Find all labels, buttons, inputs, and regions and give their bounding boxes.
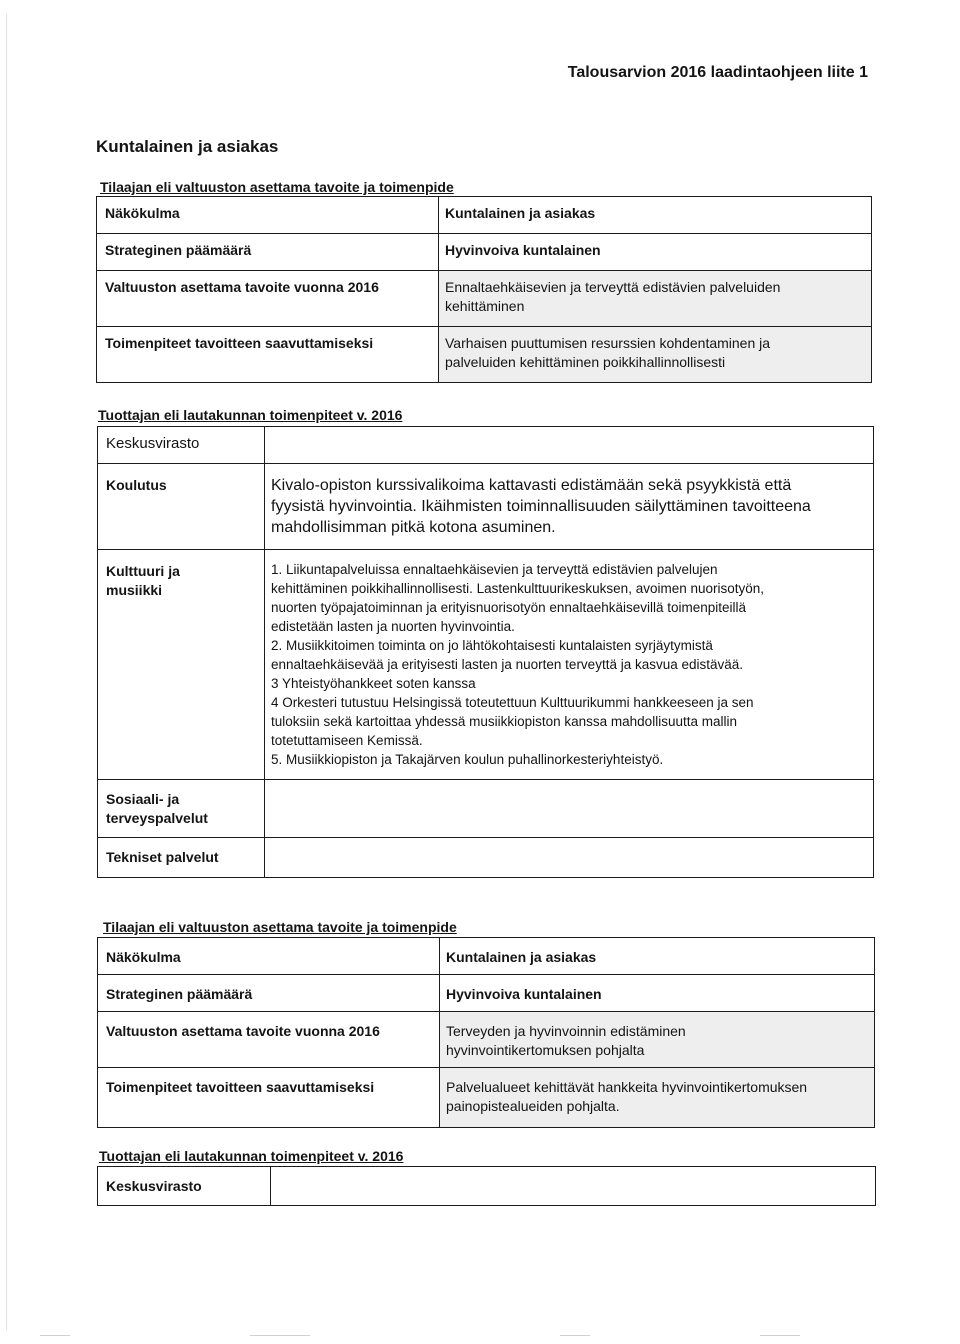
table-row <box>98 780 874 838</box>
table-row <box>98 1012 875 1068</box>
table-row <box>97 197 872 234</box>
table-row <box>98 427 874 464</box>
goal-2-value-perspective: Kuntalainen ja asiakas <box>440 938 875 975</box>
document-header: Talousarvion 2016 laadintaohjeen liite 1 <box>567 64 868 81</box>
goal-2-label-actions: Toimenpiteet tavoitteen saavuttamiseksi <box>98 1068 440 1128</box>
goal-table-2-caption: Tilaajan eli valtuuston asettama tavoite ja toimenpide <box>103 919 457 935</box>
producer-1-header-empty <box>265 427 874 464</box>
scan-mark <box>560 1335 590 1336</box>
goal-1-value-strategic: Hyvinvoiva kuntalainen <box>439 234 872 271</box>
goal-2-label-perspective: Näkökulma <box>98 938 440 975</box>
table-row <box>98 938 875 975</box>
goal-table-1 <box>96 196 872 383</box>
goal-2-value-target: Terveyden ja hyvinvoinnin edistäminen hyvinvointikertomuksen pohjalta <box>440 1012 875 1068</box>
table-row <box>98 838 874 878</box>
goal-1-value-target: Ennaltaehkäisevien ja terveyttä edistävien palveluiden kehittäminen <box>439 271 872 327</box>
goal-1-value-actions: Varhaisen puuttumisen resurssien kohdentaminen ja palveluiden kehittäminen poikkihallinnollisesti <box>439 327 872 383</box>
producer-1-label-technical: Tekniset palvelut <box>98 838 265 878</box>
table-row <box>97 327 872 383</box>
goal-table-1-caption: Tilaajan eli valtuuston asettama tavoite ja toimenpide <box>100 179 454 195</box>
scan-mark <box>250 1335 310 1336</box>
goal-2-label-target: Valtuuston asettama tavoite vuonna 2016 <box>98 1012 440 1068</box>
table-row <box>97 271 872 327</box>
section-title: Kuntalainen ja asiakas <box>96 137 279 156</box>
table-row <box>98 1167 876 1206</box>
producer-1-value-education: Kivalo-opiston kurssivalikoima kattavasti edistämään sekä psyykkistä että fyysistä hyvinvointia. Ikäihmisten toiminnallisuuden säilyttäminen tavoitteena mahdollisimman pitkä kotona asuminen. <box>265 464 874 550</box>
producer-table-2 <box>97 1166 876 1206</box>
producer-2-label-keskusvirasto: Keskusvirasto <box>98 1167 271 1206</box>
producer-table-2-caption: Tuottajan eli lautakunnan toimenpiteet v. 2016 <box>99 1148 404 1164</box>
goal-1-label-strategic: Strateginen päämäärä <box>97 234 439 271</box>
goal-1-label-perspective: Näkökulma <box>97 197 439 234</box>
goal-2-label-strategic: Strateginen päämäärä <box>98 975 440 1012</box>
goal-2-value-strategic: Hyvinvoiva kuntalainen <box>440 975 875 1012</box>
producer-1-label-culture: Kulttuuri ja musiikki <box>98 550 265 780</box>
producer-table-1 <box>97 426 874 878</box>
goal-table-2 <box>97 937 875 1128</box>
page-edge-line <box>6 14 7 1330</box>
goal-2-value-actions: Palvelualueet kehittävät hankkeita hyvinvointikertomuksen painopistealueiden pohjalta. <box>440 1068 875 1128</box>
table-row <box>98 1068 875 1128</box>
table-row <box>98 464 874 550</box>
table-row <box>98 550 874 780</box>
goal-1-label-target: Valtuuston asettama tavoite vuonna 2016 <box>97 271 439 327</box>
producer-table-1-caption: Tuottajan eli lautakunnan toimenpiteet v. 2016 <box>98 407 403 423</box>
producer-1-value-technical <box>265 838 874 878</box>
producer-1-label-social: Sosiaali- ja terveyspalvelut <box>98 780 265 838</box>
producer-1-value-social <box>265 780 874 838</box>
goal-1-label-actions: Toimenpiteet tavoitteen saavuttamiseksi <box>97 327 439 383</box>
goal-1-value-perspective: Kuntalainen ja asiakas <box>439 197 872 234</box>
producer-2-value-keskusvirasto <box>271 1167 876 1206</box>
table-row <box>97 234 872 271</box>
producer-1-header: Keskusvirasto <box>98 427 265 464</box>
scan-mark <box>760 1335 800 1336</box>
scan-mark <box>40 1335 70 1336</box>
table-row <box>98 975 875 1012</box>
producer-1-label-education: Koulutus <box>98 464 265 550</box>
producer-1-value-culture: 1. Liikuntapalveluissa ennaltaehkäisevien ja terveyttä edistävien palvelujen kehittäminen poikkihallinnollisesti. Lastenkulttuurikeskuksen, avoimen nuorisotyön, nuorten työpajatoiminnan ja erityisnuorisotyön ennaltaehkäisevillä toimenpiteillä edistetään lasten ja nuorten hyvinvointia. 2. Musiikkitoimen toiminta on jo lähtökohtaisesti kuntalaisten syrjäytymistä ennaltaehkäisevää ja erityisesti lasten ja nuorten terveyttä ja kasvua edistävää. 3 Yhteistyöhankkeet soten kanssa 4 Orkesteri tutustuu Helsingissä toteutettuun Kulttuurikummi hankkeeseen ja sen tuloksiin sekä kartoittaa yhdessä musiikkiopiston kanssa mahdollisuutta mallin totetuttamiseen Kemissä. 5. Musiikkiopiston ja Takajärven koulun puhallinorkesteriyhteistyö. <box>265 550 874 780</box>
